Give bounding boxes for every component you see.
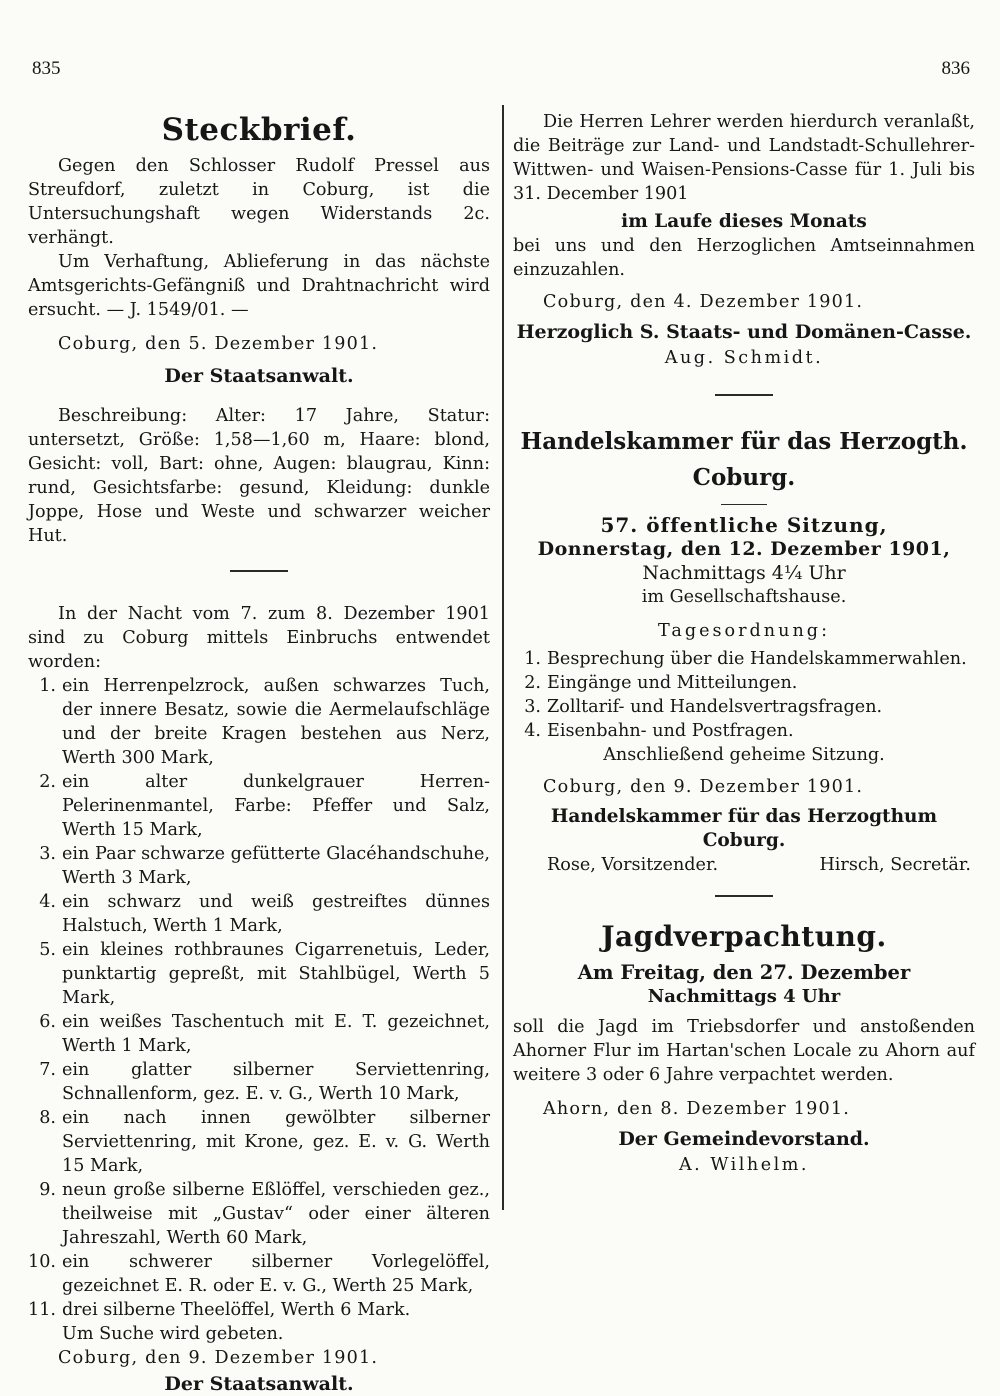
stolen-item	[28, 770, 490, 842]
stolen-item-text: ein alter dunkelgrauer Herren-Pelerinenmantel, Farbe: Pfeffer und Salz, Werth 15 Mark,	[62, 771, 490, 840]
stolen-item	[28, 842, 490, 890]
teachers-date: Coburg, den 4. Dezember 1901.	[543, 292, 864, 312]
agenda-item	[513, 647, 975, 671]
stolen-item-text: ein schwarz und weiß gestreiftes dünnes Halstuch, Werth 1 Mark,	[62, 891, 490, 936]
stolen-item	[28, 1250, 490, 1298]
chamber-secretary: Hirsch, Secretär.	[819, 855, 971, 875]
stolen-item-text: ein Paar schwarze gefütterte Glacéhandschuhe, Werth 3 Mark,	[62, 843, 490, 888]
teachers-signer: Aug. Schmidt.	[664, 348, 824, 368]
chamber-day: Donnerstag, den 12. Dezember 1901,	[537, 538, 951, 560]
hunt-issuer: Der Gemeindevorstand.	[618, 1127, 870, 1150]
stolen-item	[28, 1058, 490, 1106]
stolen-item-text: ein weißes Taschentuch mit E. T. gezeichnet, Werth 1 Mark,	[62, 1011, 490, 1056]
hunt-para: soll die Jagd im Triebsdorfer und anstoßenden Ahorner Flur im Hartan'schen Locale zu Ahorn auf weitere 3 oder 6 Jahre verpachtet werden.	[513, 1016, 975, 1085]
stolen-item-text: ein nach innen gewölbter silberner Serviettenring, mit Krone, gez. E. v. G. Werth 15 Mark,	[62, 1107, 490, 1176]
agenda-item-number: 4.	[524, 721, 541, 741]
right-column	[513, 110, 975, 1177]
chamber-title: Handelskammer für das Herzogth. Coburg.	[520, 427, 968, 491]
agenda-item-text: Besprechung über die Handelskammerwahlen.	[547, 649, 967, 669]
steckbrief-description: Beschreibung: Alter: 17 Jahre, Statur: untersetzt, Größe: 1,58—1,60 m, Haare: blond, Gesicht: voll, Bart: ohne, Augen: blaugrau, Kinn: rund, Gesichtsfarbe: gesund, Kleidung: dunkle Joppe, Hose und Weste und schwarzer weicher Hut.	[28, 406, 490, 546]
chamber-time: Nachmittags 4¼ Uhr	[642, 562, 846, 584]
agenda-item-text: Eingänge und Mitteilungen.	[547, 673, 798, 693]
chamber-date: Coburg, den 9. Dezember 1901.	[543, 777, 864, 797]
stolen-item-text: drei silberne Theelöffel, Werth 6 Mark.	[62, 1299, 411, 1320]
agenda-item-number: 2.	[524, 673, 541, 693]
teachers-emphasis: im Laufe dieses Monats	[621, 211, 867, 232]
section-rule	[715, 394, 773, 396]
agenda-item-number: 3.	[524, 697, 541, 717]
stolen-item-number: 5.	[39, 939, 56, 960]
agenda-label: Tagesordnung:	[657, 621, 830, 641]
section-rule	[230, 570, 288, 572]
stolen-item-number: 10.	[28, 1251, 56, 1272]
steckbrief-date: Coburg, den 5. Dezember 1901.	[58, 334, 379, 354]
teachers-para: Die Herren Lehrer werden hierdurch veranlaßt, die Beiträge zur Land- und Landstadt-Schullehrer-Wittwen- und Waisen-Pensions-Casse für 1. Juli bis 31. December 1901	[513, 112, 975, 204]
chamber-place: im Gesellschaftshause.	[641, 587, 847, 607]
hunt-time: Nachmittags 4 Uhr	[647, 985, 841, 1007]
stolen-item	[28, 890, 490, 938]
stolen-item-text: ein glatter silberner Serviettenring, Schnallenform, gez. E. v. G., Werth 10 Mark,	[62, 1059, 490, 1104]
agenda-note: Anschließend geheime Sitzung.	[603, 745, 885, 765]
stolen-item	[28, 1106, 490, 1178]
theft-closing: Um Suche wird gebeten.	[62, 1323, 284, 1344]
agenda-item-text: Eisenbahn- und Postfragen.	[547, 721, 794, 741]
column-divider	[502, 105, 504, 1210]
stolen-item-number: 9.	[39, 1179, 56, 1200]
steckbrief-title: Steckbrief.	[161, 112, 357, 148]
agenda-item-number: 1.	[524, 649, 541, 669]
stolen-item-number: 2.	[39, 771, 56, 792]
stolen-item-text: ein kleines rothbraunes Cigarrenetuis, Leder, punktartig gepreßt, mit Stahlbügel, Werth 5 Mark,	[62, 939, 490, 1008]
stolen-item-text: ein Herrenpelzrock, außen schwarzes Tuch, der innere Besatz, sowie die Aermelaufschläge und der breite Kragen bestehen aus Nerz, Werth 300 Mark,	[62, 675, 490, 768]
theft-date: Coburg, den 9. Dezember 1901.	[58, 1347, 379, 1368]
teachers-notice	[513, 110, 975, 370]
stolen-item-number: 8.	[39, 1107, 56, 1128]
steckbrief-para2: Um Verhaftung, Ablieferung in das nächste Amtsgerichts-Gefängniß und Drahtnachricht wird ersucht. — J. 1549/01. —	[28, 252, 490, 320]
teachers-issuer: Herzoglich S. Staats- und Domänen-Casse.	[516, 321, 972, 343]
stolen-item-number: 1.	[39, 675, 56, 696]
stolen-item	[28, 1298, 490, 1322]
stolen-item-number: 7.	[39, 1059, 56, 1080]
chamber-notice	[513, 424, 975, 878]
hunt-title: Jagdverpachtung.	[601, 919, 887, 953]
stolen-item	[28, 938, 490, 1010]
hunt-notice	[513, 917, 975, 1177]
steckbrief-signature: Der Staatsanwalt.	[164, 365, 354, 387]
stolen-item-number: 11.	[28, 1299, 56, 1320]
steckbrief-para1: Gegen den Schlosser Rudolf Pressel aus Streufdorf, zuletzt in Coburg, ist die Untersuchungshaft wegen Widerstands 2c. verhängt.	[28, 156, 490, 248]
agenda-item-text: Zolltarif- und Handelsvertragsfragen.	[547, 697, 883, 717]
stolen-item-number: 6.	[39, 1011, 56, 1032]
chamber-signatures	[513, 853, 975, 877]
stolen-item-number: 3.	[39, 843, 56, 864]
stolen-item	[28, 674, 490, 770]
chamber-session: 57. öffentliche Sitzung,	[600, 513, 888, 537]
hunt-signer: A. Wilhelm.	[678, 1154, 810, 1175]
stolen-item	[28, 1178, 490, 1250]
chamber-issuer: Handelskammer für das Herzogthum Coburg.	[550, 806, 938, 851]
stolen-item-text: neun große silberne Eßlöffel, verschieden gez., theilweise mit „Gustav“ oder einer älteren Jahreszahl, Werth 60 Mark,	[62, 1179, 490, 1248]
section-rule	[715, 895, 773, 897]
theft-intro: In der Nacht vom 7. zum 8. Dezember 1901 sind zu Coburg mittels Einbruchs entwendet worden:	[28, 603, 490, 672]
hunt-date: Ahorn, den 8. Dezember 1901.	[543, 1098, 851, 1119]
page-number-left: 835	[32, 58, 61, 79]
stolen-item	[28, 1010, 490, 1058]
steckbrief-notice	[28, 110, 490, 548]
hunt-date-line: Am Freitag, den 27. Dezember	[577, 960, 911, 984]
agenda-item	[513, 671, 975, 695]
page-number-right: 836	[941, 58, 970, 79]
agenda-list	[513, 647, 975, 743]
section-rule	[721, 504, 767, 506]
agenda-item	[513, 719, 975, 743]
theft-notice	[28, 602, 490, 1396]
theft-signature: Der Staatsanwalt.	[164, 1372, 354, 1395]
agenda-item	[513, 695, 975, 719]
left-column	[28, 110, 490, 1396]
teachers-para-end: bei uns und den Herzoglichen Amtseinnahmen einzuzahlen.	[513, 236, 975, 280]
stolen-items-list	[28, 674, 490, 1322]
stolen-item-text: ein schwerer silberner Vorlegelöffel, gezeichnet E. R. oder E. v. G., Werth 25 Mark,	[62, 1251, 490, 1296]
stolen-item-number: 4.	[39, 891, 56, 912]
chamber-chair: Rose, Vorsitzender.	[547, 855, 719, 875]
